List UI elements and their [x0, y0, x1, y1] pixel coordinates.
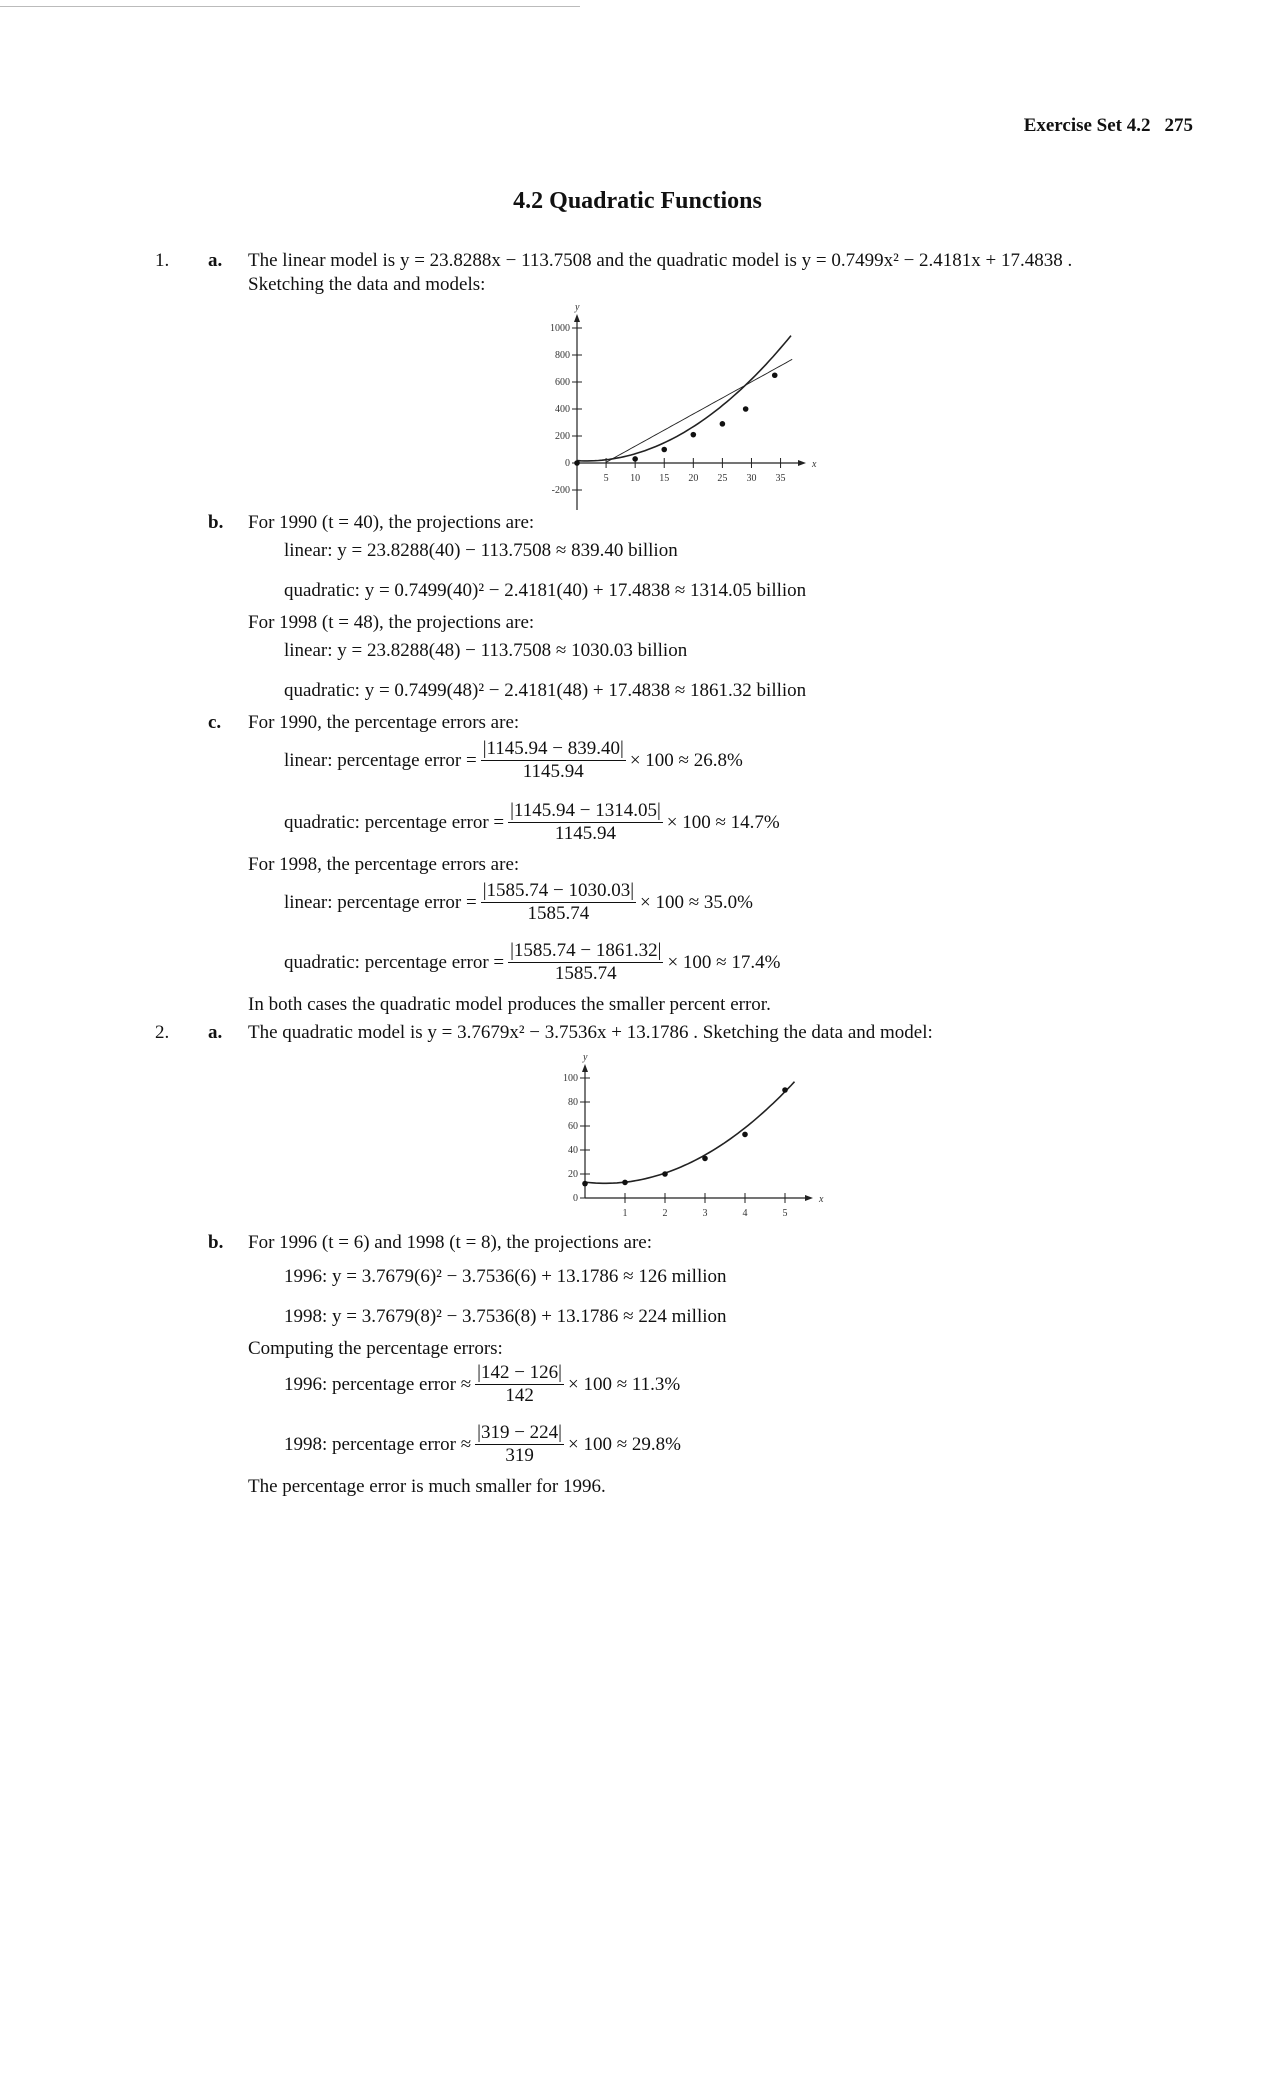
data-point [662, 1171, 668, 1177]
p2b-e2-post: × 100 ≈ 29.8% [567, 1433, 681, 1455]
p1c-error-4 [284, 940, 780, 985]
p1c-e4-num: |1585.74 − 1861.32| [510, 940, 662, 961]
y-tick-label: 800 [555, 350, 570, 361]
x-tick-label: 15 [659, 473, 670, 484]
p1c-e4-den: 1585.74 [554, 963, 617, 984]
chart-1 [520, 300, 840, 520]
p2b-e1-fraction [475, 1362, 564, 1407]
p1c-intro-1998: For 1998, the percentage errors are: [248, 854, 520, 875]
x-tick-label: 35 [775, 473, 786, 484]
p1c-e2-pre: quadratic: percentage error = [284, 811, 505, 833]
problem-2a-label: a. [208, 1022, 223, 1043]
chart-2 [530, 1050, 850, 1235]
y-tick-label: 60 [568, 1121, 578, 1132]
data-point [622, 1180, 628, 1186]
y-tick-label: 400 [555, 404, 570, 415]
quadratic-model-curve [585, 1082, 795, 1184]
problem-1a-sketch-text: Sketching the data and models: [248, 274, 486, 295]
p2b-1996: 1996: y = 3.7679(6)² − 3.7536(6) + 13.1786 ≈ 126 million [284, 1266, 727, 1287]
p2b-e2-pre: 1998: percentage error ≈ [284, 1433, 472, 1455]
linear-model-curve [606, 359, 792, 462]
x-tick-label: 3 [702, 1208, 708, 1219]
y-tick-label: 600 [555, 377, 570, 388]
p2b-error-2 [284, 1422, 681, 1467]
x-tick-label: 4 [742, 1208, 748, 1219]
page-number: 275 [1164, 115, 1193, 136]
p2b-e2-fraction [475, 1422, 564, 1467]
data-point [632, 456, 638, 462]
problem-1a-label: a. [208, 250, 223, 271]
problem-1c-label: c. [208, 712, 222, 733]
p1c-e4-fraction [508, 940, 663, 985]
p2b-e1-den: 142 [505, 1385, 534, 1406]
p2b-compute: Computing the percentage errors: [248, 1338, 503, 1359]
p1b-linear-1990: linear: y = 23.8288(40) − 113.7508 ≈ 839.40 billion [284, 540, 678, 561]
quadratic-model-curve [577, 336, 791, 461]
p1c-e1-post: × 100 ≈ 26.8% [629, 749, 743, 771]
p2b-intro: For 1996 (t = 6) and 1998 (t = 8), the projections are: [248, 1232, 652, 1253]
p1b-quadratic-1990: quadratic: y = 0.7499(40)² − 2.4181(40) + 17.4838 ≈ 1314.05 billion [284, 580, 807, 601]
p1c-e3-pre: linear: percentage error = [284, 891, 477, 913]
p1c-e3-num: |1585.74 − 1030.03| [482, 880, 635, 901]
p1c-e2-den: 1145.94 [554, 823, 616, 844]
data-point [691, 432, 697, 438]
p1b-intro-1990: For 1990 (t = 40), the projections are: [248, 512, 535, 533]
data-point [574, 460, 580, 466]
p2b-e2-num: |319 − 224| [477, 1422, 562, 1443]
y-tick-label: 0 [573, 1193, 578, 1204]
data-point [742, 1132, 748, 1138]
p2b-e1-post: × 100 ≈ 11.3% [567, 1373, 681, 1395]
x-tick-label: 1 [622, 1208, 628, 1219]
x-tick-label: 5 [782, 1208, 788, 1219]
y-tick-label: 40 [568, 1145, 578, 1156]
p1c-e3-den: 1585.74 [527, 903, 590, 924]
y-tick-label: 20 [568, 1169, 578, 1180]
p2b-e1-num: |142 − 126| [477, 1362, 562, 1383]
p1c-e1-fraction [481, 738, 626, 783]
data-point [743, 406, 749, 412]
problem-2-number: 2. [155, 1022, 170, 1043]
x-axis-label: x [812, 459, 817, 470]
y-tick-label: 200 [555, 431, 570, 442]
p1c-e2-fraction [508, 800, 663, 845]
x-tick-label: 2 [662, 1208, 668, 1219]
p2b-1998: 1998: y = 3.7679(8)² − 3.7536(8) + 13.1786 ≈ 224 million [284, 1306, 727, 1327]
p1b-quadratic-1998: quadratic: y = 0.7499(48)² − 2.4181(48) + 17.4838 ≈ 1861.32 billion [284, 680, 807, 701]
p1c-e4-pre: quadratic: percentage error = [284, 951, 505, 973]
y-tick-label: 0 [565, 458, 570, 469]
y-tick-label: 80 [568, 1097, 578, 1108]
p1c-conclusion: In both cases the quadratic model produces the smaller percent error. [248, 994, 771, 1015]
x-tick-label: 10 [630, 473, 641, 484]
y-axis-arrow [582, 1064, 588, 1072]
problem-1a-text: The linear model is y = 23.8288x − 113.7508 and the quadratic model is y = 0.7499x² − 2.4181x + 17.4838 . [248, 250, 1073, 271]
y-tick-label: -200 [551, 485, 570, 496]
y-tick-label: 100 [563, 1073, 578, 1084]
p1c-e1-pre: linear: percentage error = [284, 749, 477, 771]
p2b-error-1 [284, 1362, 680, 1407]
p1c-e1-num: |1145.94 − 839.40| [482, 738, 624, 759]
x-axis-arrow [798, 460, 806, 466]
p2b-conclusion: The percentage error is much smaller for 1996. [248, 1476, 606, 1497]
p1c-e2-post: × 100 ≈ 14.7% [666, 811, 780, 833]
p1c-error-1 [284, 738, 743, 783]
p1c-error-3 [284, 880, 753, 925]
data-point [772, 372, 778, 378]
p2b-e2-den: 319 [505, 1445, 534, 1466]
p1c-e1-den: 1145.94 [522, 761, 584, 782]
running-title: Exercise Set 4.2 [1023, 115, 1151, 136]
data-point [702, 1156, 708, 1162]
p1b-linear-1998: linear: y = 23.8288(48) − 113.7508 ≈ 1030.03 billion [284, 640, 688, 661]
problem-1b-label: b. [208, 512, 224, 533]
p1c-e3-post: × 100 ≈ 35.0% [640, 891, 753, 913]
p1b-intro-1998: For 1998 (t = 48), the projections are: [248, 612, 535, 633]
x-axis-arrow [805, 1195, 813, 1201]
data-point [582, 1181, 588, 1187]
y-axis-arrow [574, 314, 580, 322]
problem-1-number: 1. [155, 250, 170, 271]
section-title: 4.2 Quadratic Functions [513, 188, 762, 214]
p1c-e3-fraction [481, 880, 636, 925]
p2b-e1-pre: 1996: percentage error ≈ [284, 1373, 472, 1395]
data-point [661, 447, 667, 453]
problem-2b-label: b. [208, 1232, 224, 1253]
x-tick-label: 20 [688, 473, 699, 484]
y-axis-label: y [583, 1052, 588, 1063]
x-tick-label: 5 [603, 473, 609, 484]
p1c-intro-1990: For 1990, the percentage errors are: [248, 712, 520, 733]
problem-2a-text: The quadratic model is y = 3.7679x² − 3.7536x + 13.1786 . Sketching the data and model: [248, 1022, 933, 1043]
p1c-error-2 [284, 800, 780, 845]
y-tick-label: 1000 [550, 323, 570, 334]
y-axis-label: y [575, 302, 580, 313]
top-rule [0, 6, 580, 7]
data-point [720, 421, 726, 427]
p1c-e4-post: × 100 ≈ 17.4% [667, 951, 781, 973]
running-header [1024, 115, 1193, 137]
data-point [782, 1087, 788, 1093]
x-tick-label: 30 [746, 473, 757, 484]
x-axis-label: x [819, 1194, 824, 1205]
p1c-e2-num: |1145.94 − 1314.05| [510, 800, 661, 821]
x-tick-label: 25 [717, 473, 728, 484]
